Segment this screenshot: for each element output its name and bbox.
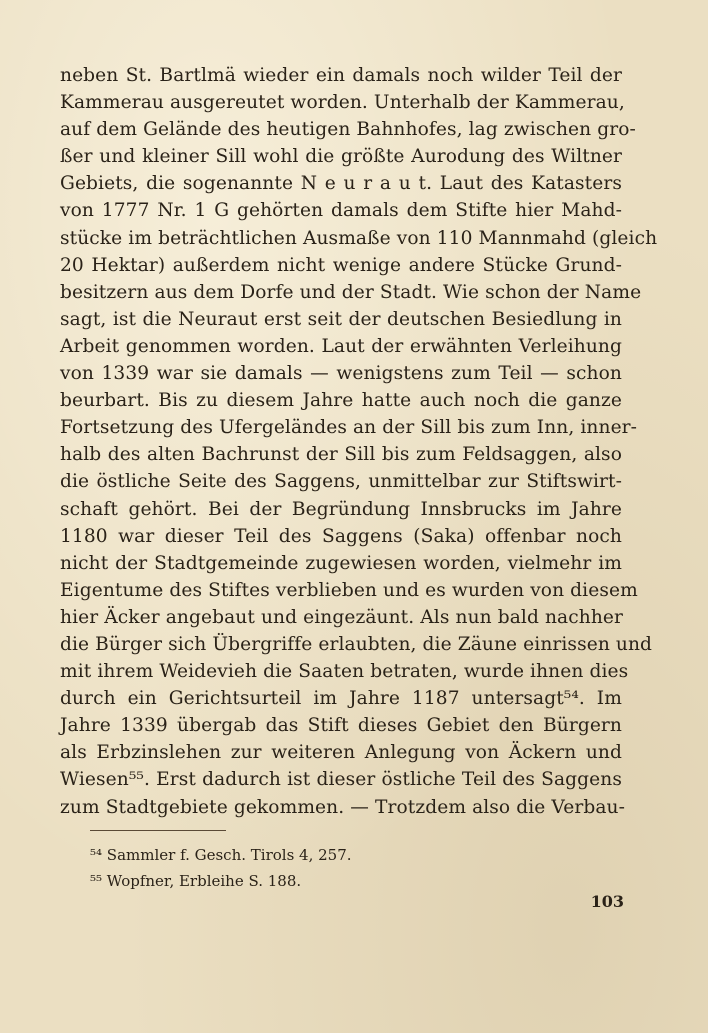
text-line: schaft gehört. Bei der Begründung Innsbrucks im Jahre xyxy=(60,498,622,520)
body-text xyxy=(60,62,658,821)
text-line: von 1339 war sie damals — wenigstens zum Teil — schon xyxy=(60,363,622,385)
text-line: die östliche Seite des Saggens, unmittelbar zur Stiftswirt- xyxy=(60,471,622,493)
text-line: die Bürger sich Übergriffe erlaubten, die Zäune einrissen und xyxy=(60,633,653,655)
text-line: zum Stadtgebiete gekommen. — Trotzdem also die Verbau- xyxy=(60,796,625,818)
text-line: Jahre 1339 übergab das Stift dieses Gebiet den Bürgern xyxy=(60,715,622,737)
text-line: stücke im beträchtlichen Ausmaße von 110 Mannmahd (gleich xyxy=(60,227,658,249)
text-line: 1180 war dieser Teil des Saggens (Saka) offenbar noch xyxy=(60,525,622,547)
text-line: 20 Hektar) außerdem nicht wenige andere Stücke Grund- xyxy=(60,254,622,276)
footnote: ⁵⁴ Sammler f. Gesch. Tirols 4, 257. xyxy=(90,846,352,864)
footnote-divider xyxy=(90,830,226,831)
footnotes xyxy=(90,842,590,894)
text-line: als Erbzinslehen zur weiteren Anlegung von Äckern und xyxy=(60,742,622,764)
text-line: Kammerau ausgereutet worden. Unterhalb der Kammerau, xyxy=(60,92,625,114)
text-line: besitzern aus dem Dorfe und der Stadt. Wie schon der Name xyxy=(60,281,642,303)
text-line: Eigentume des Stiftes verblieben und es wurden von diesem xyxy=(60,579,638,601)
text-line: neben St. Bartlmä wieder ein damals noch wilder Teil der xyxy=(60,65,622,86)
text-line: Gebiets, die sogenannte N e u r a u t. Laut des Katasters xyxy=(60,173,622,195)
text-line: ßer und kleiner Sill wohl die größte Aurodung des Wiltner xyxy=(60,146,622,168)
text-line: mit ihrem Weidevieh die Saaten betraten, wurde ihnen dies xyxy=(60,661,629,683)
text-line: Arbeit genommen worden. Laut der erwähnten Verleihung xyxy=(60,335,622,357)
text-line: nicht der Stadtgemeinde zugewiesen worden, vielmehr im xyxy=(60,552,622,574)
text-line: beurbart. Bis zu diesem Jahre hatte auch noch die ganze xyxy=(60,390,622,412)
text-line: Fortsetzung des Ufergeländes an der Sill bis zum Inn, inner- xyxy=(60,417,638,439)
text-line: von 1777 Nr. 1 G gehörten damals dem Stifte hier Mahd- xyxy=(60,200,622,222)
text-line: auf dem Gelände des heutigen Bahnhofes, lag zwischen gro- xyxy=(60,119,636,141)
text-line: Wiesen⁵⁵. Erst dadurch ist dieser östliche Teil des Saggens xyxy=(60,769,622,791)
text-line: hier Äcker angebaut und eingezäunt. Als nun bald nachher xyxy=(60,606,623,628)
text-line: sagt, ist die Neuraut erst seit der deutschen Besiedlung in xyxy=(60,308,622,330)
footnote: ⁵⁵ Wopfner, Erbleihe S. 188. xyxy=(90,872,302,890)
text-line: durch ein Gerichtsurteil im Jahre 1187 untersagt⁵⁴. Im xyxy=(60,688,622,710)
page-number: 103 xyxy=(590,892,624,911)
text-line: halb des alten Bachrunst der Sill bis zum Feldsaggen, also xyxy=(60,444,622,466)
